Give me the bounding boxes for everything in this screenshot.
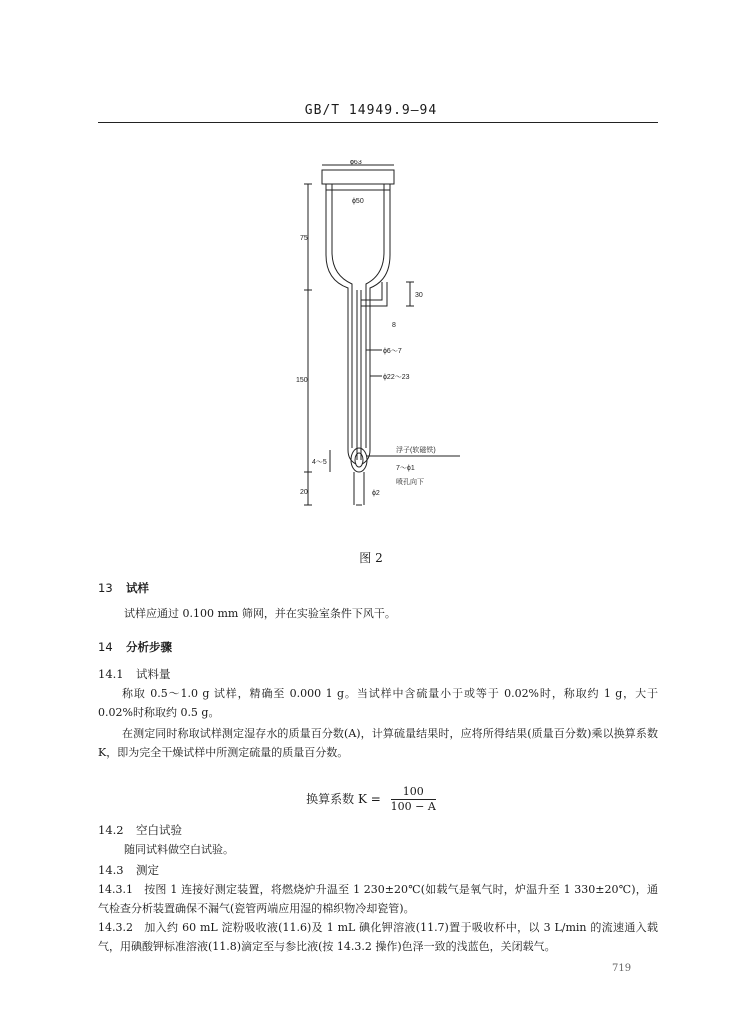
cup-rim [322,170,394,184]
page-number: 719 [612,963,632,974]
section-14-2-number: 14.2 [98,823,124,837]
label-float-note: 浮子(软磁铁) [396,447,436,454]
section-14-3-1-number: 14.3.1 [98,883,133,896]
section-14-2-title: 空白试验 [136,823,182,837]
section-14-3-2-text: 加入约 60 mL 淀粉吸收液(11.6)及 1 mL 碘化钾溶液(11.7)置于吸收杯中，以 3 L/min 的流速通入载气，用碘酸钾标准溶液(11.8)滴定至与参比液(按 14.3.2 操作)色泽一致的浅蓝色，关闭载气。 [98,921,658,953]
label-bottom-length: 20 [300,489,308,496]
conversion-formula [0,785,742,814]
section-14-heading [98,639,172,655]
section-14-1-paragraph-1: 称取 0.5～1.0 g 试样，精确至 0.000 1 g。当试样中含硫量小于或等于 0.02%时，称取约 1 g，大于 0.02%时称取约 0.5 g。 [98,687,658,719]
float-core [355,453,363,467]
label-cup-diameter: ϕ50 [352,198,364,205]
section-14-3-2-number: 14.3.2 [98,921,133,934]
section-14-2-text: 随同试料做空白试验。 [124,843,234,856]
label-tube-length: 150 [296,377,308,384]
label-hole-size: 7～ϕ1 [396,465,415,472]
label-hole-direction: 喷孔向下 [396,479,424,486]
section-14-3-1 [98,880,658,918]
formula-label: 换算系数 K = [306,792,381,806]
section-14-number: 14 [98,640,113,654]
formula-denominator: 100 − A [390,800,436,813]
absorption-cup-figure [290,160,480,520]
side-tube-height-dim [406,282,414,306]
section-13-number: 13 [98,581,113,595]
section-14-3-number: 14.3 [98,863,124,877]
inner-gas-tube [357,290,361,460]
formula-numerator: 100 [391,785,436,800]
section-14-1-paragraph-2: 在测定同时称取试样测定湿存水的质量百分数(A)，计算硫量结果时，应将所得结果(质量百分数)乘以换算系数 K，即为完全干燥试样中所测定硫量的质量百分数。 [98,727,658,759]
section-14-2-heading [98,822,182,838]
section-14-title: 分析步骤 [126,640,172,654]
figure-caption: 图 2 [359,551,383,565]
section-13-heading [98,580,149,596]
label-cup-height: 75 [300,235,308,242]
section-13-title: 试样 [126,581,149,595]
section-13-text: 试样应通过 0.100 mm 筛网，并在实验室条件下风干。 [124,607,396,620]
section-14-1-title: 试料量 [136,667,171,681]
section-14-3-2 [98,918,658,956]
label-outer-tube: ϕ22～23 [383,374,410,381]
section-14-1-heading [98,666,171,682]
formula-fraction [391,785,436,814]
label-bottom-diameter: ϕ2 [372,490,380,497]
section-14-3-heading [98,862,159,878]
absorption-cup-drawing [290,160,480,520]
cup-inner-left [332,184,352,448]
section-14-3-title: 测定 [136,863,159,877]
bottom-nozzle [354,472,364,505]
standard-number: GB/T 14949.9—94 [304,103,438,118]
label-float-length: 4～5 [312,459,327,466]
header-rule [98,122,658,123]
cup-inner-right [366,184,384,448]
tube-diameter-leaders [366,350,382,376]
label-top-diameter: ϕ63 [350,160,362,166]
label-inner-tube: ϕ6～7 [383,348,402,355]
label-side-tube-height: 30 [415,292,423,299]
float-magnet [351,448,367,472]
section-14-3-1-text: 按图 1 连接好测定装置，将燃烧炉升温至 1 230±20℃(如载气是氧气时，炉温升至 1 330±20℃)，通气检查分析装置确保不漏气(瓷管两端应用湿的棉织物冷却瓷管)。 [98,883,658,915]
section-14-1-number: 14.1 [98,667,124,681]
label-side-tube-diameter: 8 [392,322,396,329]
